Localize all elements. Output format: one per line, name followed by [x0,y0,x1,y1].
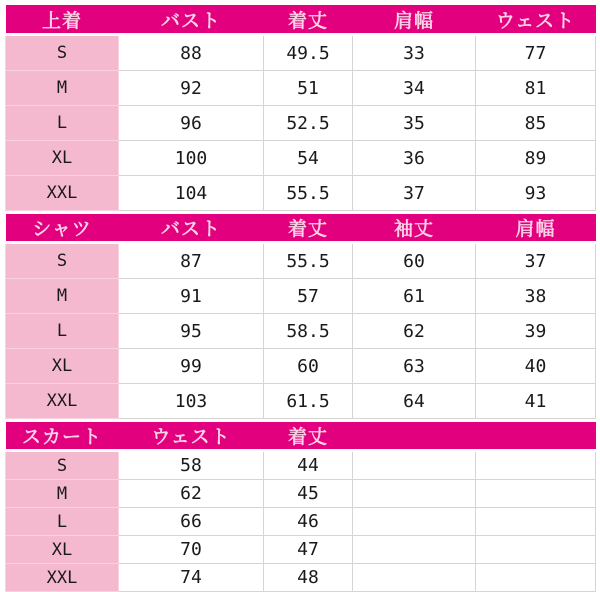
table-row [6,349,596,384]
value-cell: 64 [353,384,476,419]
value-cell [353,508,476,536]
size-cell: XXL [6,384,119,419]
value-cell: 61.5 [264,384,353,419]
value-cell [353,536,476,564]
value-cell: 61 [353,279,476,314]
value-cell: 52.5 [264,106,353,141]
size-cell: S [6,243,119,279]
header-row-jacket [6,5,596,35]
table-row [6,508,596,536]
column-header: 着丈 [264,214,353,243]
value-cell: 33 [353,35,476,71]
column-header: バスト [119,5,264,35]
column-header: 着丈 [264,422,353,451]
value-cell: 100 [119,141,264,176]
value-cell: 44 [264,451,353,480]
size-table-shirt [5,214,596,419]
value-cell: 87 [119,243,264,279]
value-cell: 55.5 [264,243,353,279]
column-header: ウェスト [119,422,264,451]
header-row-skirt [6,422,596,451]
value-cell: 34 [353,71,476,106]
value-cell: 41 [476,384,596,419]
value-cell: 47 [264,536,353,564]
value-cell: 49.5 [264,35,353,71]
table-row [6,35,596,71]
table-row [6,71,596,106]
value-cell [476,564,596,592]
value-cell: 63 [353,349,476,384]
column-header [353,422,476,451]
value-cell: 91 [119,279,264,314]
value-cell [476,480,596,508]
value-cell [476,451,596,480]
size-cell: S [6,35,119,71]
value-cell: 57 [264,279,353,314]
column-header: 袖丈 [353,214,476,243]
value-cell: 37 [353,176,476,211]
value-cell: 62 [119,480,264,508]
table-row [6,141,596,176]
value-cell: 81 [476,71,596,106]
value-cell: 92 [119,71,264,106]
table-row [6,451,596,480]
value-cell: 85 [476,106,596,141]
table-row [6,314,596,349]
table-row [6,384,596,419]
size-cell: L [6,508,119,536]
value-cell: 55.5 [264,176,353,211]
value-cell: 60 [264,349,353,384]
section-title-skirt: スカート [6,422,119,451]
table-row [6,106,596,141]
value-cell: 40 [476,349,596,384]
column-header: ウェスト [476,5,596,35]
value-cell: 93 [476,176,596,211]
value-cell: 46 [264,508,353,536]
value-cell: 104 [119,176,264,211]
size-cell: XL [6,141,119,176]
section-title-jacket: 上着 [6,5,119,35]
size-cell: L [6,314,119,349]
value-cell: 48 [264,564,353,592]
value-cell [353,564,476,592]
value-cell: 103 [119,384,264,419]
value-cell [353,451,476,480]
size-cell: M [6,71,119,106]
column-header [476,422,596,451]
value-cell: 58.5 [264,314,353,349]
size-cell: XXL [6,564,119,592]
column-header: 着丈 [264,5,353,35]
value-cell [353,480,476,508]
value-cell: 58 [119,451,264,480]
column-header: 肩幅 [476,214,596,243]
value-cell: 39 [476,314,596,349]
column-header: 肩幅 [353,5,476,35]
value-cell: 95 [119,314,264,349]
table-row [6,279,596,314]
column-header: バスト [119,214,264,243]
value-cell: 70 [119,536,264,564]
table-row [6,536,596,564]
value-cell: 51 [264,71,353,106]
table-row [6,176,596,211]
value-cell: 36 [353,141,476,176]
value-cell: 60 [353,243,476,279]
value-cell: 77 [476,35,596,71]
value-cell: 35 [353,106,476,141]
size-cell: M [6,279,119,314]
value-cell: 37 [476,243,596,279]
size-table-jacket [5,5,596,211]
size-cell: S [6,451,119,480]
size-cell: L [6,106,119,141]
table-row [6,480,596,508]
value-cell: 74 [119,564,264,592]
size-table-skirt [5,422,596,592]
value-cell: 96 [119,106,264,141]
value-cell [476,508,596,536]
table-row [6,243,596,279]
value-cell: 88 [119,35,264,71]
table-row [6,564,596,592]
value-cell: 54 [264,141,353,176]
section-title-shirt: シャツ [6,214,119,243]
size-cell: XL [6,536,119,564]
value-cell: 89 [476,141,596,176]
value-cell: 66 [119,508,264,536]
value-cell: 62 [353,314,476,349]
header-row-shirt [6,214,596,243]
value-cell: 99 [119,349,264,384]
value-cell [476,536,596,564]
value-cell: 38 [476,279,596,314]
size-cell: XXL [6,176,119,211]
size-cell: M [6,480,119,508]
size-cell: XL [6,349,119,384]
value-cell: 45 [264,480,353,508]
